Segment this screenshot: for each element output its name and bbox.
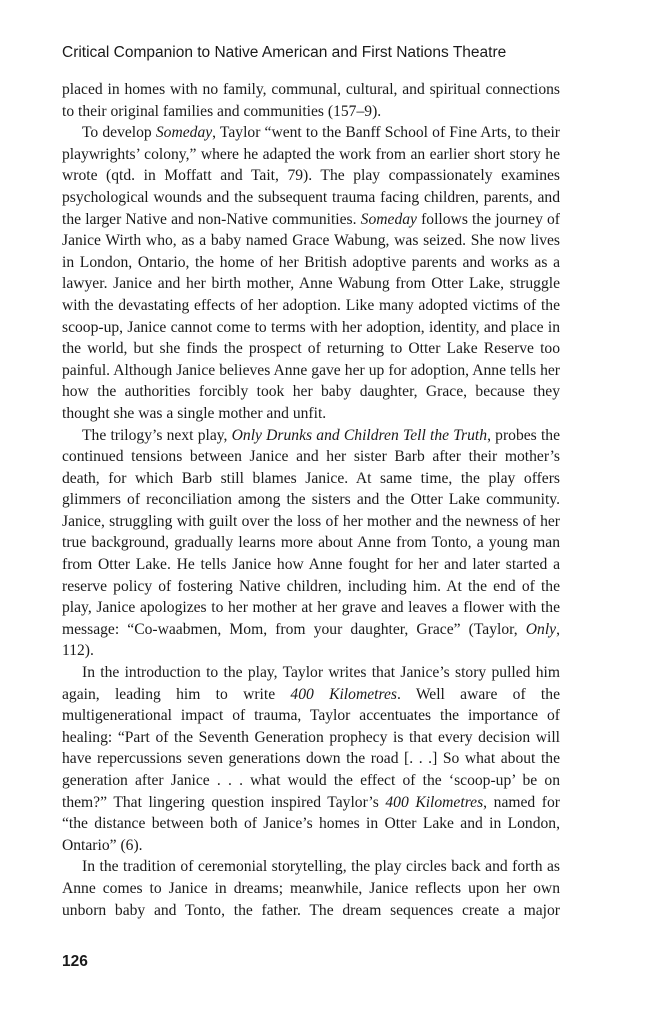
italic-title: Someday bbox=[155, 124, 213, 142]
italic-title: 400 Kilometres bbox=[385, 793, 484, 811]
italic-title: Someday bbox=[360, 210, 417, 228]
text-run: , 112). bbox=[62, 620, 560, 660]
text-run: In the tradition of ceremonial storytelling, the play circles back and forth as Anne comes to Janice in dreams; meanwhile, Janice reflects upon her own unborn baby and Tonto, the father. The dream sequences create a major bbox=[62, 858, 560, 919]
body-text bbox=[62, 79, 560, 921]
text-run: In the introduction to the play, Taylor writes that Janice’s story pulled him again, leading him to write bbox=[62, 664, 560, 703]
text-run: . Well aware of the multigenerational impact of trauma, Taylor accentuates the importance of healing: “Part of the Seventh Generation prophecy is that every decision will have repercussions seven generations down the road [. . .] So what about the generation after Janice . . . what would the effect of the ‘scoop-up’ be on them?” That lingering question inspired Taylor’s bbox=[62, 685, 560, 811]
italic-title: Only Drunks and Children Tell the Truth bbox=[231, 426, 488, 444]
italic-title: Only bbox=[525, 620, 557, 638]
text-run: placed in homes with no family, communal, cultural, and spiritual connections to their original families and communities (157–9). bbox=[62, 81, 560, 120]
italic-title: 400 Kilometres bbox=[290, 685, 397, 703]
text-run: , Taylor “went to the Banff School of Fine Arts, to their playwrights’ colony,” where he adapted the work from an earlier short story he wrote (qtd. in Moffatt and Tait, 79). The play compassionately examines psychological wounds and the subsequent trauma facing children, parents, and the larger Native and non-Native communities. bbox=[62, 124, 560, 228]
paragraph bbox=[62, 856, 560, 921]
paragraph bbox=[62, 122, 560, 424]
page-number: 126 bbox=[62, 953, 88, 970]
text-run: follows the journey of Janice Wirth who, as a baby named Grace Wabung, was seized. She now lives in London, Ontario, the home of her British adoptive parents and works as a lawyer. Janice and her birth mother, Anne Wabung from Otter Lake, struggle with the devastating effects of her adoption. Like many adopted victims of the scoop-up, Janice cannot come to terms with her adoption, identity, and place in the world, but she finds the prospect of returning to Otter Lake Reserve too painful. Although Janice believes Anne gave her up for adoption, Anne tells her how the authorities forcibly took her baby daughter, Grace, because they thought she was a single mother and unfit. bbox=[62, 210, 560, 422]
text-run: , probes the continued tensions between Janice and her sister Barb after their mother’s death, for which Barb still blames Janice. At same time, the play offers glimmers of reconciliation among the sisters and the Otter Lake community. Janice, struggling with guilt over the loss of her mother and the newness of her true background, gradually learns more about Anne from Tonto, a young man from Otter Lake. He tells Janice how Anne fought for her and later started a reserve policy of fostering Native children, including him. At the end of the play, Janice apologizes to her mother at her grave and leaves a flower with the message: “Co-waabmen, Mom, from your daughter, Grace” (Taylor, bbox=[62, 426, 560, 638]
running-head: Critical Companion to Native American and First Nations Theatre bbox=[62, 44, 507, 61]
paragraph bbox=[62, 425, 560, 663]
paragraph bbox=[62, 79, 560, 122]
paragraph bbox=[62, 662, 560, 856]
text-run: To develop bbox=[82, 124, 156, 142]
text-run: , named for “the distance between both of Janice’s homes in Otter Lake and in London, Ontario” (6). bbox=[62, 793, 560, 854]
text-run: The trilogy’s next play, bbox=[82, 426, 232, 444]
